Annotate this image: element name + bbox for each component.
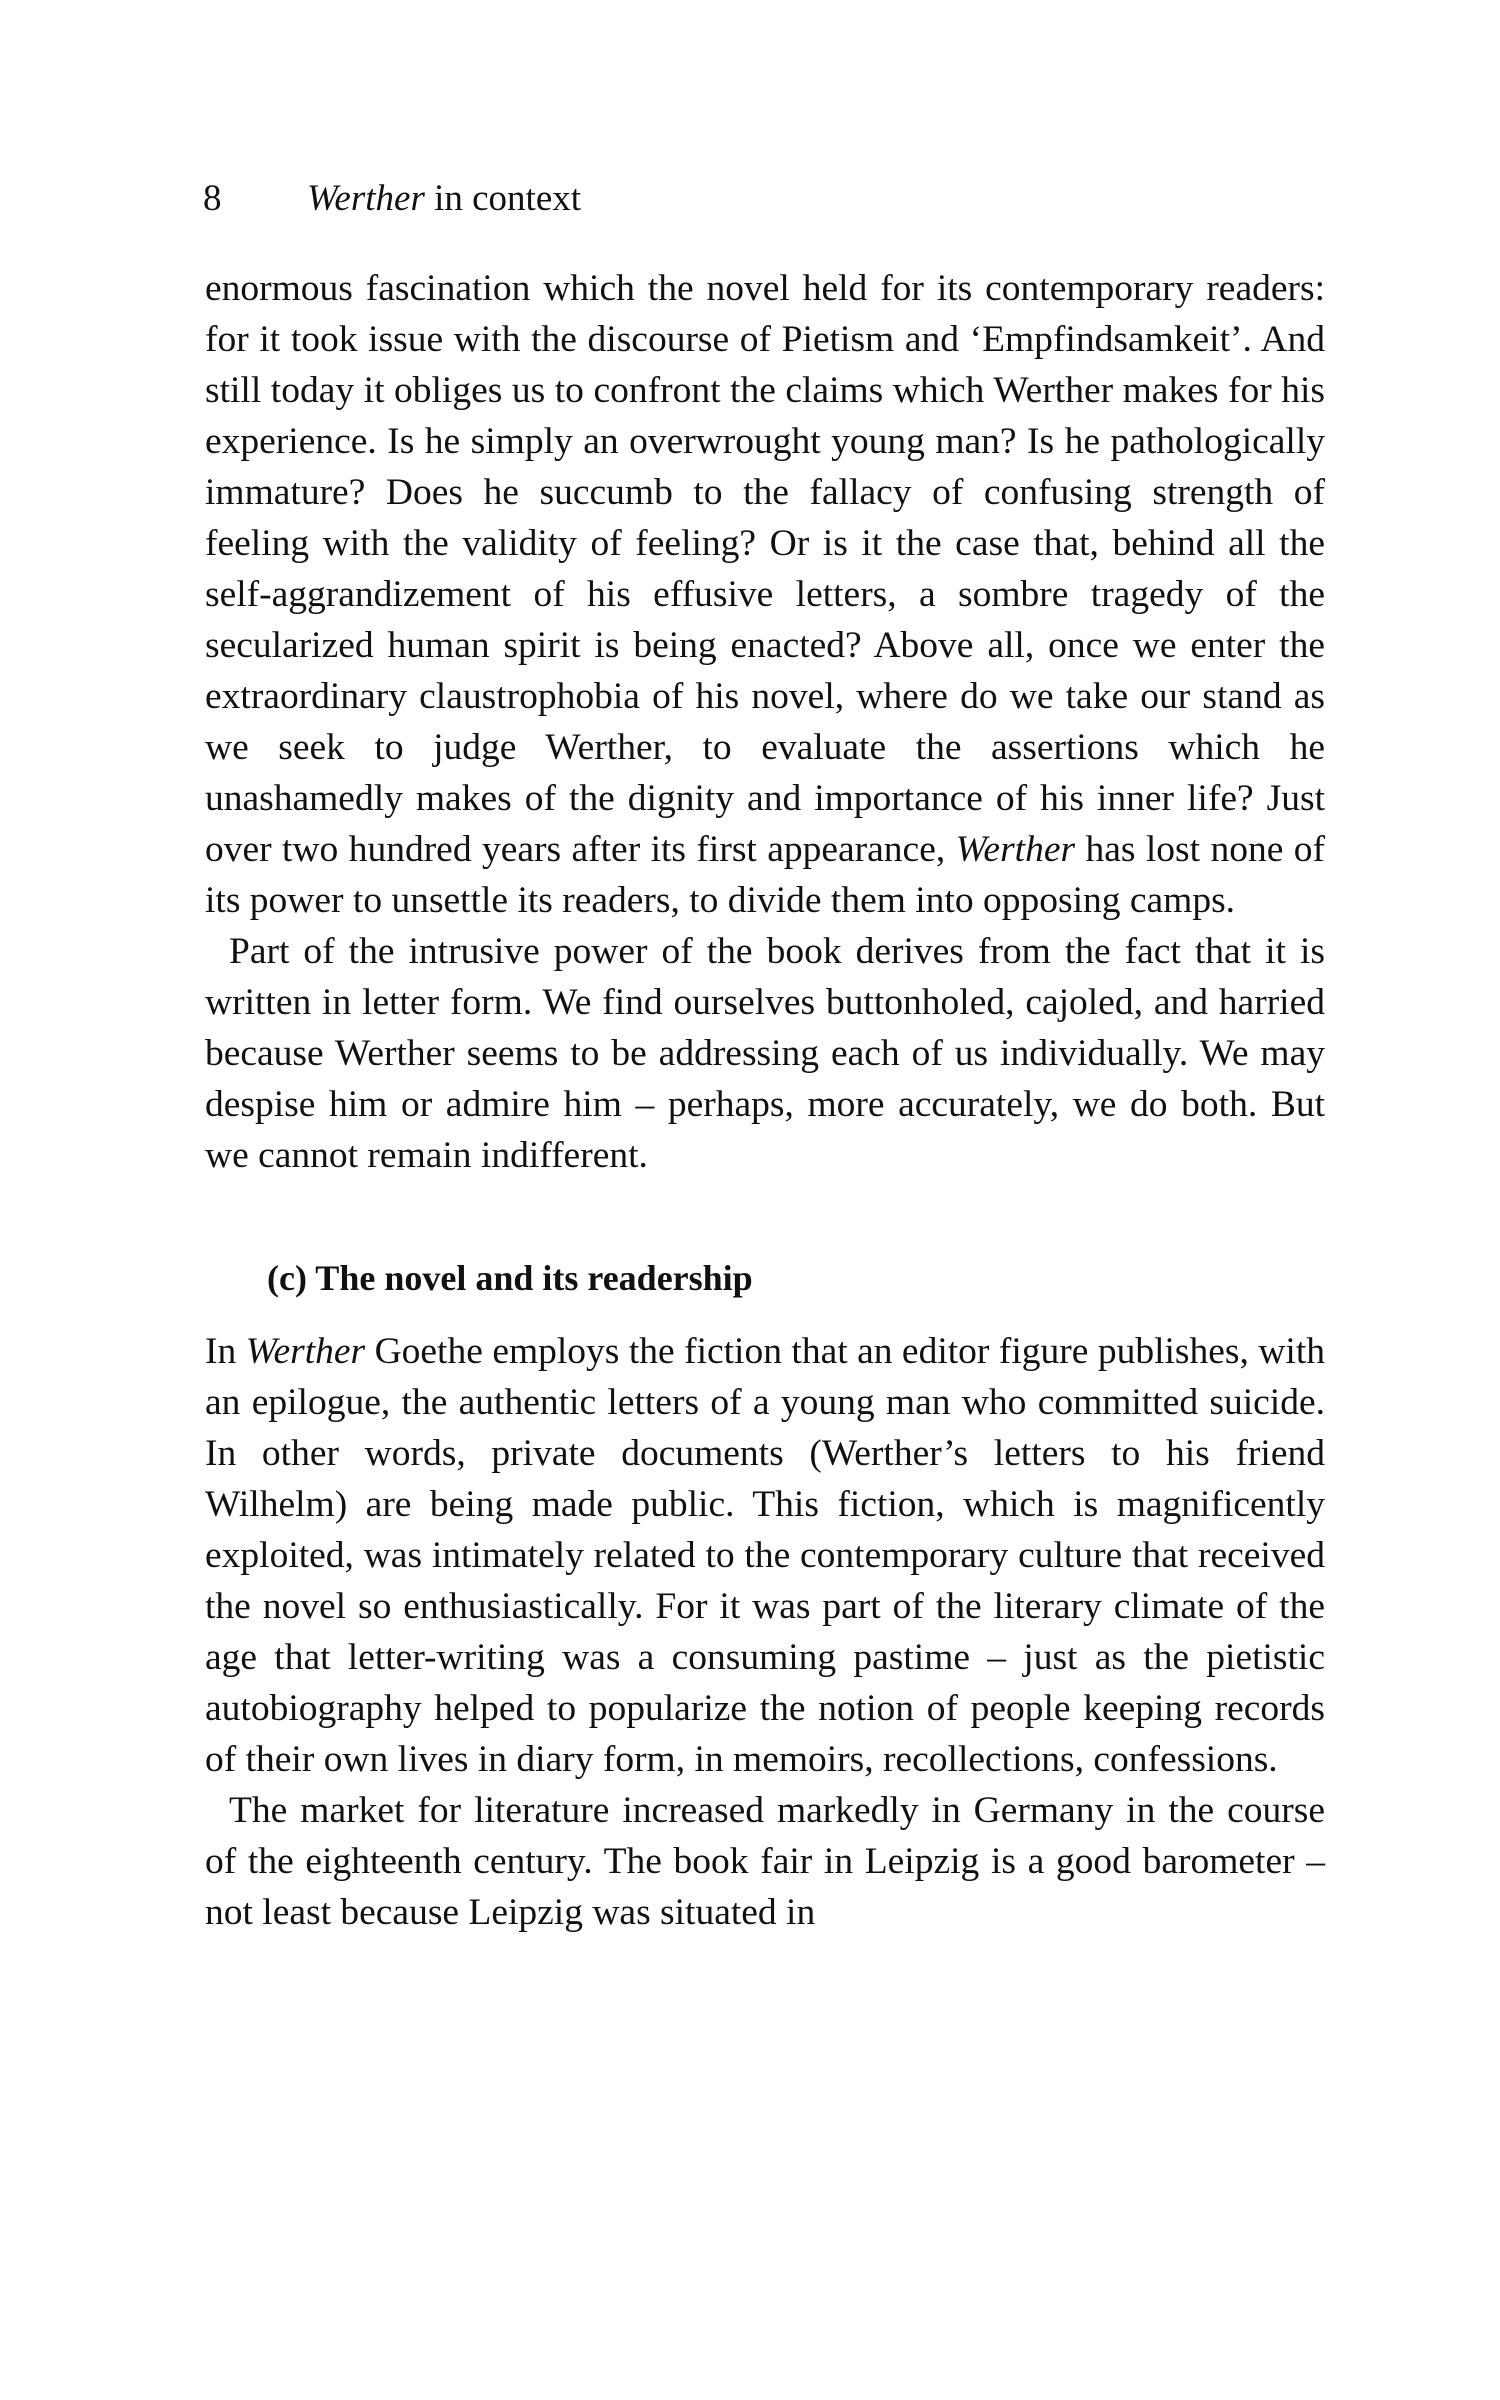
paragraph-1-text-end: has lost none of its power to unsettle its readers, to divide them into opposing camps. [205, 829, 1325, 921]
body-text [205, 263, 1325, 1938]
paragraph-3-text: Goethe employs the fiction that an editor figure publishes, with an epilogue, the authentic letters of a young man who committed suicide. In other words, private documents (Werther’s letters to his friend Wilhelm) are being made public. This fiction, which is magnificently exploited, was intimately related to the contemporary culture that received the novel so enthusiastically. For it was part of the literary climate of the age that letter-writing was a consuming pastime – just as the pietistic autobiography helped to popularize the notion of people keeping records of their own lives in diary form, in memoirs, recollections, confessions. [205, 1331, 1325, 1780]
section-heading: (c) The novel and its readership [267, 1258, 753, 1298]
running-head-subtitle: in context [424, 178, 582, 219]
running-head [203, 176, 581, 222]
paragraph-1-text: enormous fascination which the novel held for its contemporary readers: for it took issue with the discourse of Pietism and ‘Empfindsamkeit’. And still today it obliges us to confront the claims which Werther makes for his experience. Is he simply an overwrought young man? Is he pathologically immature? Does he succumb to the fallacy of confusing strength of feeling with the validity of feeling? Or is it the case that, behind all the self-aggrandizement of his effusive letters, a sombre tragedy of the secularized human spirit is being enacted? Above all, once we enter the extraordinary claustrophobia of his novel, where do we take our stand as we seek to judge Werther, to evaluate the assertions which he unashamedly makes of the dignity and importance of his inner life? Just over two hundred years after its first appearance, [205, 268, 1325, 870]
paragraph-3-italic-title: Werther [245, 1331, 366, 1372]
paragraph-2: Part of the intrusive power of the book derives from the fact that it is written in letter form. We find ourselves buttonholed, cajoled, and harried because Werther seems to be addressing each of us individually. We may despise him or admire him – perhaps, more accurately, we do both. But we cannot remain indifferent. [205, 931, 1325, 1176]
paragraph-1 [205, 263, 1325, 926]
paragraph-3 [205, 1326, 1325, 1785]
running-head-title: Werther [307, 178, 425, 219]
paragraph-1-italic-title: Werther [955, 829, 1076, 870]
paragraph-3-text-start: In [205, 1331, 246, 1372]
page-number: 8 [203, 178, 222, 219]
paragraph-4: The market for literature increased markedly in Germany in the course of the eighteenth century. The book fair in Leipzig is a good barometer – not least because Leipzig was situated in [205, 1790, 1325, 1933]
